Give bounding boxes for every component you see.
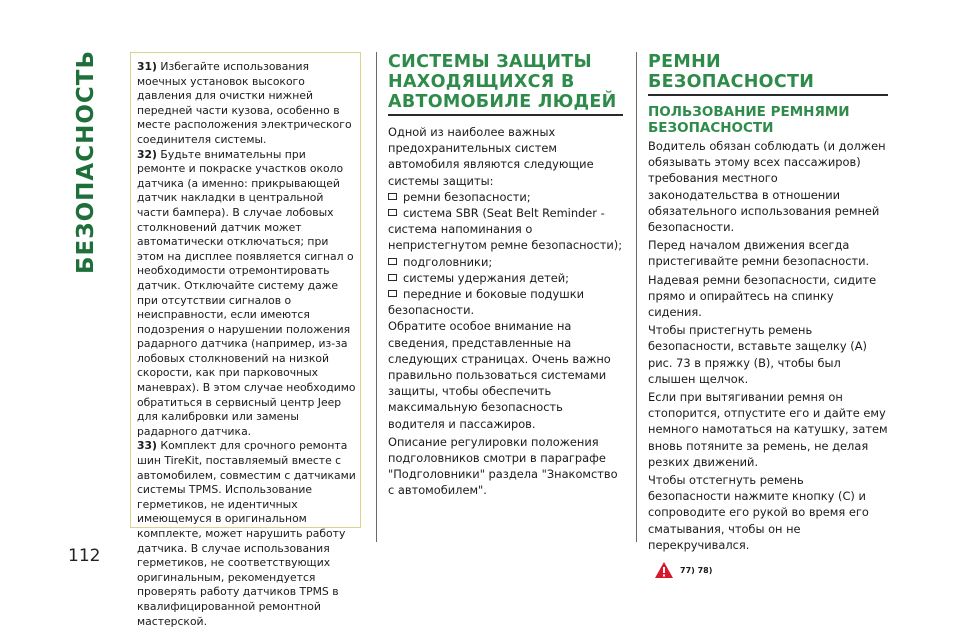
note-number: 33) xyxy=(137,439,157,453)
square-bullet-icon xyxy=(388,274,397,281)
list-item: передние и боковые подушки безопасности. xyxy=(388,287,584,318)
sub-heading: ПОЛЬЗОВАНИЕ РЕМНЯМИ БЕЗОПАСНОСТИ xyxy=(648,104,850,136)
square-bullet-icon xyxy=(388,258,397,265)
section-heading: РЕМНИ БЕЗОПАСНОСТИ xyxy=(648,52,815,92)
note-text: Избегайте использования моечных установок высокого давления для очистки нижней передней части кузова, особенно в месте расположения электрического соединителя системы. xyxy=(137,60,352,146)
note-number: 31) xyxy=(137,60,157,73)
body-paragraph: Надевая ремни безопасности, сидите прямо и опирайтесь на спинку сидения. xyxy=(648,272,877,320)
note-31 xyxy=(137,60,356,148)
body-paragraph: Чтобы отстегнуть ремень безопасности нажмите кнопку (C) и сопроводите его рукой во время его сматывания, чтобы он не перекручивался. xyxy=(648,473,869,552)
note-32 xyxy=(137,148,356,440)
body-paragraph: Если при вытягивании ремня он стопорится, отпустите его и дайте ему немного намотаться на катушку, затем вновь потяните за ремень, не делая резких движений. xyxy=(648,390,888,469)
body-paragraph: Обратите особое внимание на сведения, представленные на следующих страницах. Очень важно правильно пользоваться системами защиты, чтобы обеспечить максимальную безопасность водителя и пассажиров. xyxy=(388,319,611,431)
warning-reference xyxy=(654,561,888,579)
occupant-protection-section xyxy=(388,52,623,499)
note-33 xyxy=(137,439,356,629)
note-text: Будьте внимательны при ремонте и покраске участков около датчика (а именно: прикрывающей датчик накладки в центральной части бампера). В случае лобовых столкновений датчик может автоматически отключаться; при этом на дисплее появляется сигнал о необходимости отремонтировать датчик. Отключайте систему даже при отсутствии сигналов о неисправности, если имеются подозрения о нарушении положения радарного датчика (например, из-за лобовых столкновений на низкой скорости, как при парковочных маневрах). В этом случае необходимо обратиться в сервисный центр Jeep для калибровки или замены радарного датчика. xyxy=(137,147,356,438)
page-number: 112 xyxy=(68,546,101,566)
heading-underline xyxy=(648,94,888,96)
column-divider-right xyxy=(636,52,637,542)
warning-refs: 77) 78) xyxy=(680,565,713,575)
body-paragraph: Чтобы пристегнуть ремень безопасности, вставьте защелку (A) рис. 73 в пряжку (B), чтобы был слышен щелчок. xyxy=(648,323,867,386)
body-paragraph: Перед началом движения всегда пристегивайте ремни безопасности. xyxy=(648,238,870,269)
seat-belts-section xyxy=(648,52,888,579)
square-bullet-icon xyxy=(388,209,397,216)
section-heading: СИСТЕМЫ ЗАЩИТЫ НАХОДЯЩИХСЯ В АВТОМОБИЛЕ ЛЮДЕЙ xyxy=(388,52,617,112)
body-paragraph: Водитель обязан соблюдать (и должен обязывать этому всех пассажиров) требования местного законодательства в отношении обязательного использования ремней безопасности. xyxy=(648,139,886,235)
square-bullet-icon xyxy=(388,193,397,200)
side-section-title-text: БЕЗОПАСНОСТЬ xyxy=(73,50,99,274)
heading-underline xyxy=(388,114,623,116)
body-paragraph: Описание регулировки положения подголовников смотри в параграфе "Подголовники" раздела "Знакомство с автомобилем". xyxy=(388,434,618,498)
intro-paragraph: Одной из наиболее важных предохранительных систем автомобиля являются следующие системы защиты: xyxy=(388,125,594,188)
warning-triangle-icon xyxy=(654,561,674,579)
notes-box xyxy=(130,52,361,628)
column-divider-left xyxy=(376,52,377,542)
note-number: 32) xyxy=(137,147,157,161)
list-item: система SBR (Seat Belt Reminder - система напоминания о непристегнутом ремне безопасности); xyxy=(388,206,623,253)
list-item: подголовники; xyxy=(388,254,623,270)
list-item: ремни безопасности; xyxy=(388,189,623,205)
square-bullet-icon xyxy=(388,290,397,297)
list-item: системы удержания детей; xyxy=(388,270,623,286)
note-text: Комплект для срочного ремонта шин TireKit, поставляемый вместе с автомобилем, совместим с датчиками системы TPMS. Использование герметиков, не идентичных имеющемуся в оригинальном комплекте, может нарушить работу датчика. В случае использования герметиков, не соответствующих оригинальным, рекомендуется проверять работу датчиков TPMS в квалифицированной ремонтной мастерской. xyxy=(137,439,356,628)
protection-systems-list xyxy=(388,189,623,319)
side-section-title xyxy=(68,50,104,274)
